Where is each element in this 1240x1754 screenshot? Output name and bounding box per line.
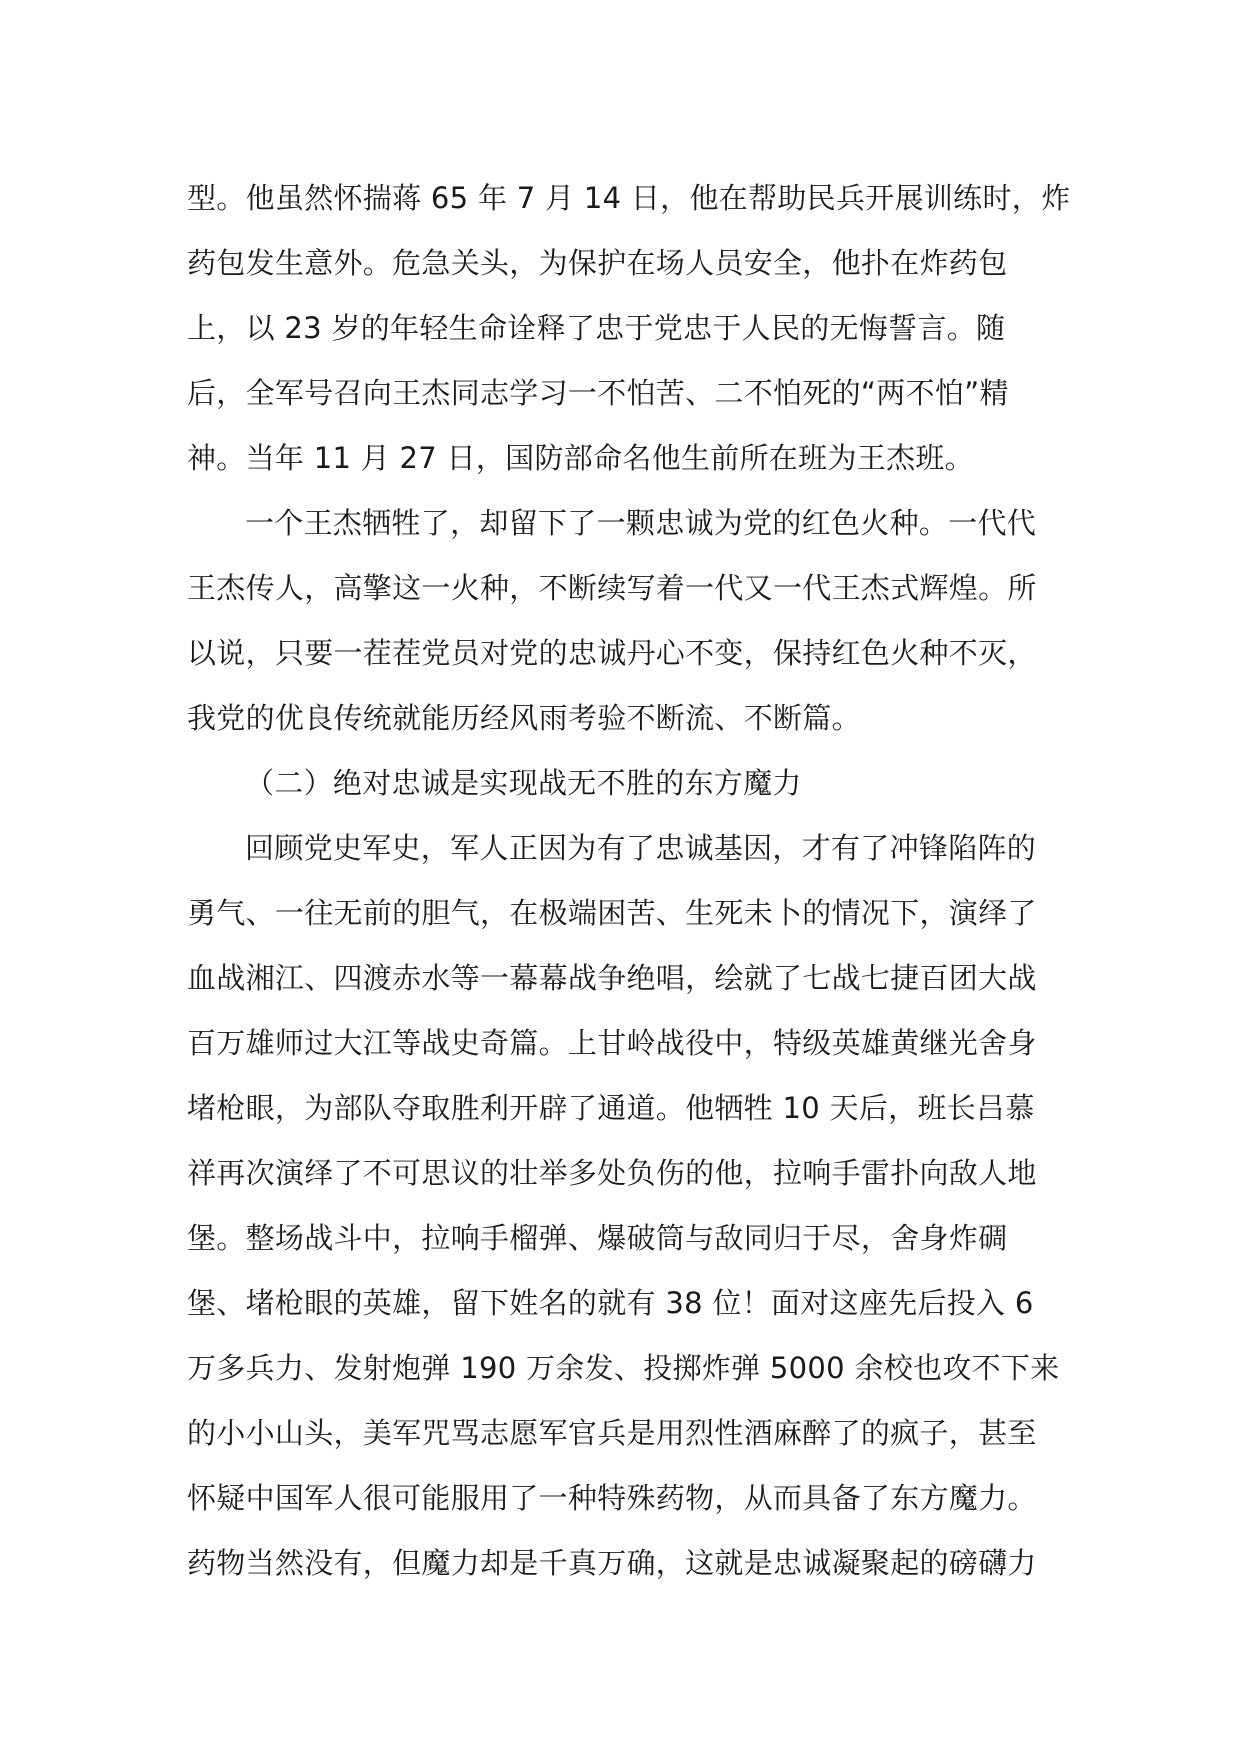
text-line: 王杰传人，高擎这一火种，不断续写着一代又一代王杰式辉煌。所 bbox=[187, 571, 1037, 605]
text-line: 堵枪眼，为部队夺取胜利开辟了通道。他牺牲 10 天后，班长吕慕 bbox=[187, 1091, 1035, 1125]
text-line: 药包发生意外。危急关头，为保护在场人员安全，他扑在炸药包 bbox=[187, 246, 1008, 280]
text-line: 上，以 23 岁的年轻生命诠释了忠于党忠于人民的无悔誓言。随 bbox=[187, 311, 1006, 345]
text-line: 型。他虽然怀揣蒋 65 年 7 月 14 日，他在帮助民兵开展训练时，炸 bbox=[187, 181, 1071, 215]
text-line: 血战湘江、四渡赤水等一幕幕战争绝唱，绘就了七战七捷百团大战 bbox=[187, 961, 1037, 995]
body-text bbox=[187, 166, 1071, 1596]
paragraph-first-line: 回顾党史军史，军人正因为有了忠诚基因，才有了冲锋陷阵的 bbox=[245, 831, 1037, 865]
text-line: 的小小山头，美军咒骂志愿军官兵是用烈性酒麻醉了的疯子，甚至 bbox=[187, 1416, 1037, 1450]
text-line: 我党的优良传统就能历经风雨考验不断流、不断篇。 bbox=[187, 701, 861, 735]
text-line: 百万雄师过大江等战史奇篇。上甘岭战役中，特级英雄黄继光舍身 bbox=[187, 1026, 1037, 1060]
text-line: 以说，只要一茬茬党员对党的忠诚丹心不变，保持红色火种不灭， bbox=[187, 636, 1037, 670]
text-line: 怀疑中国军人很可能服用了一种特殊药物，从而具备了东方魔力。 bbox=[187, 1481, 1037, 1515]
text-line: 堡。整场战斗中，拉响手榴弹、爆破筒与敌同归于尽，舍身炸碉 bbox=[187, 1221, 1008, 1255]
text-line: 后，全军号召向王杰同志学习一不怕苦、二不怕死的“两不怕”精 bbox=[187, 376, 1009, 410]
text-line: 药物当然没有，但魔力却是千真万确，这就是忠诚凝聚起的磅礴力 bbox=[187, 1546, 1037, 1580]
text-line: 堡、堵枪眼的英雄，留下姓名的就有 38 位！面对这座先后投入 6 bbox=[187, 1286, 1034, 1320]
text-line: 勇气、一往无前的胆气，在极端困苦、生死未卜的情况下，演绎了 bbox=[187, 896, 1037, 930]
paragraph-first-line: 一个王杰牺牲了，却留下了一颗忠诚为党的红色火种。一代代 bbox=[245, 506, 1037, 540]
section-heading: （二）绝对忠诚是实现战无不胜的东方魔力 bbox=[245, 766, 802, 800]
text-line: 神。当年 11 月 27 日，国防部命名他生前所在班为王杰班。 bbox=[187, 441, 974, 475]
text-line: 万多兵力、发射炮弹 190 万余发、投掷炸弹 5000 余校也攻不下来 bbox=[187, 1351, 1060, 1385]
text-line: 祥再次演绎了不可思议的壮举多处负伤的他，拉响手雷扑向敌人地 bbox=[187, 1156, 1037, 1190]
